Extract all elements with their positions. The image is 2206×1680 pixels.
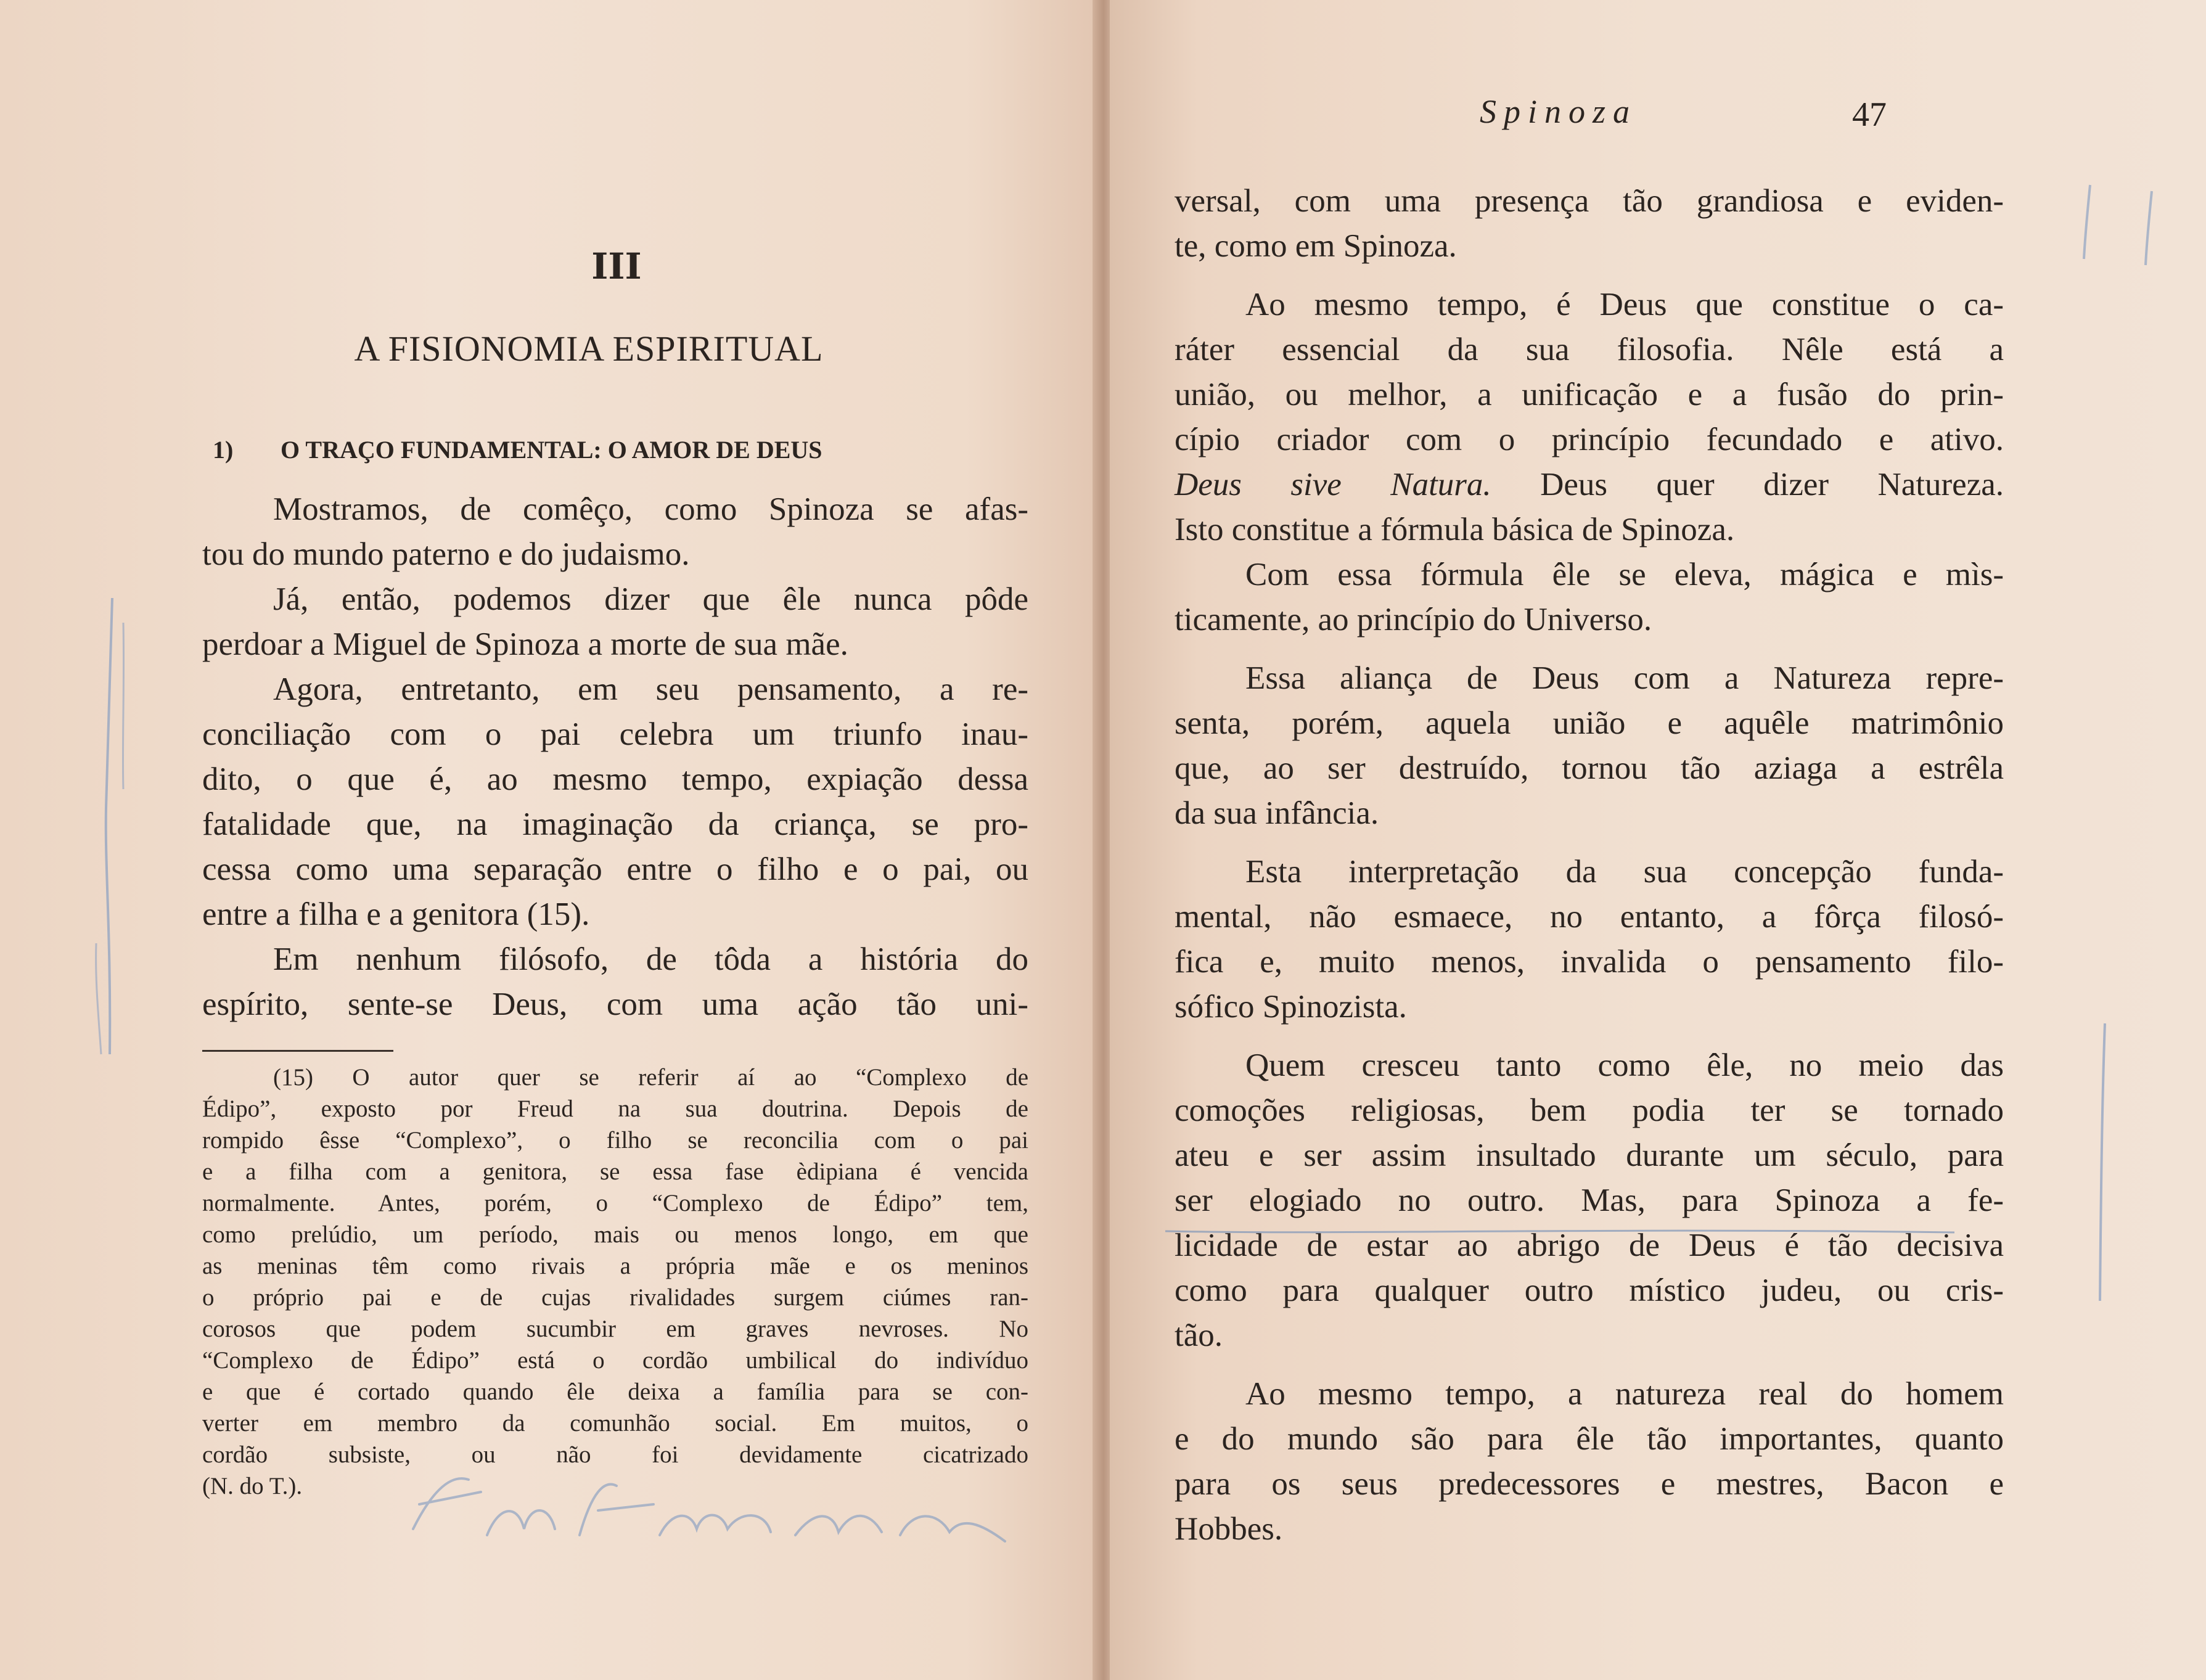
body-line: versal, com uma presença tão grandiosa e eviden- bbox=[1175, 183, 2004, 219]
body-line: fatalidade que, na imaginação da criança, se pro- bbox=[202, 806, 1028, 842]
body-line: comoções religiosas, bem podia ter se tornado bbox=[1175, 1092, 2004, 1128]
body-line: Ao mesmo tempo, é Deus que constitue o ca- bbox=[1245, 287, 2004, 322]
body-line: te, como em Spinoza. bbox=[1175, 228, 1457, 264]
right-body-text bbox=[1175, 179, 2004, 1552]
section-number: 1) bbox=[213, 436, 234, 464]
footnote-line: o próprio pai e de cujas rivalidades surgem ciúmes ran- bbox=[202, 1284, 1028, 1311]
footnote-line: verter em membro da comunhão social. Em muitos, o bbox=[202, 1410, 1028, 1436]
footnote-line: rompido êsse “Complexo”, o filho se reconcilia com o pai bbox=[202, 1127, 1028, 1153]
footnote-line: (15) O autor quer se referir aí ao “Complexo de bbox=[273, 1064, 1028, 1091]
body-line: Esta interpretação da sua concepção funda- bbox=[1245, 854, 2004, 890]
body-line: Hobbes. bbox=[1175, 1511, 1283, 1547]
body-line: licidade de estar ao abrigo de Deus é tão decisiva bbox=[1175, 1227, 2004, 1263]
body-line: ráter essencial da sua filosofia. Nêle está a bbox=[1175, 332, 2004, 367]
body-line: dito, o que é, ao mesmo tempo, expiação dessa bbox=[202, 761, 1028, 797]
body-line: e do mundo são para êle tão importantes, quanto bbox=[1175, 1421, 2004, 1457]
body-line: fica e, muito menos, invalida o pensamento filo- bbox=[1175, 944, 2004, 980]
pencil-margin-mark-icon bbox=[74, 586, 148, 1079]
body-line: da sua infância. bbox=[1175, 795, 1379, 831]
chapter-number: III bbox=[591, 245, 642, 287]
left-body-text bbox=[202, 487, 1028, 1027]
body-line: cessa como uma separação entre o filho e o pai, ou bbox=[202, 851, 1028, 887]
body-line: sófico Spinozista. bbox=[1175, 989, 1407, 1025]
body-line: cípio criador com o princípio fecundado e ativo. bbox=[1175, 422, 2004, 457]
footnote-line: as meninas têm como rivais a própria mãe e os meninos bbox=[202, 1253, 1028, 1279]
footnote-line: normalmente. Antes, porém, o “Complexo de Édipo” tem, bbox=[202, 1190, 1028, 1216]
right-page bbox=[1110, 0, 2206, 1680]
body-line: senta, porém, aquela união e aquêle matrimônio bbox=[1175, 705, 2004, 741]
body-line: ateu e ser assim insultado durante um século, para bbox=[1175, 1137, 2004, 1173]
chapter-title: A FISIONOMIA ESPIRITUAL bbox=[354, 329, 824, 369]
body-line: Agora, entretanto, em seu pensamento, a re- bbox=[273, 671, 1028, 707]
footnote-line: como prelúdio, um período, mais ou menos longo, em que bbox=[202, 1221, 1028, 1248]
footnote-line: Édipo”, exposto por Freud na sua doutrina. Depois de bbox=[202, 1096, 1028, 1122]
body-line: união, ou melhor, a unificação e a fusão do prin- bbox=[1175, 377, 2004, 412]
page-number: 47 bbox=[1852, 96, 1887, 134]
body-line: ser elogiado no outro. Mas, para Spinoza a fe- bbox=[1175, 1182, 2004, 1218]
pencil-margin-mark-icon bbox=[2059, 173, 2183, 271]
body-line: Isto constitue a fórmula básica de Spinoza. bbox=[1175, 512, 1735, 547]
footnote bbox=[202, 1062, 1028, 1502]
footnote-line: e que é cortado quando êle deixa a família para se con- bbox=[202, 1379, 1028, 1405]
footnote-line: “Complexo de Édipo” está o cordão umbilical do indivíduo bbox=[202, 1347, 1028, 1374]
body-line: entre a filha e a genitora (15). bbox=[202, 896, 590, 932]
body-line: Deus sive Natura. Deus quer dizer Natureza. bbox=[1175, 467, 2004, 502]
footnote-line: e a filha com a genitora, se essa fase èdipiana é vencida bbox=[202, 1158, 1028, 1185]
body-line: Ao mesmo tempo, a natureza real do homem bbox=[1245, 1376, 2004, 1412]
body-line: para os seus predecessores e mestres, Bacon e bbox=[1175, 1466, 2004, 1502]
body-line: como para qualquer outro místico judeu, ou cris- bbox=[1175, 1272, 2004, 1308]
body-line: conciliação com o pai celebra um triunfo inau- bbox=[202, 716, 1028, 752]
footnote-line: corosos que podem sucumbir em graves nevroses. No bbox=[202, 1316, 1028, 1342]
body-line: espírito, sente-se Deus, com uma ação tão uni- bbox=[202, 986, 1028, 1022]
body-line: Em nenhum filósofo, de tôda a história do bbox=[273, 941, 1028, 977]
pencil-margin-mark-icon bbox=[2078, 1017, 2127, 1313]
running-head: Spinoza bbox=[1480, 93, 1638, 130]
left-page bbox=[0, 0, 1097, 1680]
body-line: Com essa fórmula êle se eleva, mágica e mìs- bbox=[1245, 557, 2004, 592]
section-heading bbox=[213, 435, 1027, 464]
section-title: O TRAÇO FUNDAMENTAL: O AMOR DE DEUS bbox=[281, 436, 822, 464]
body-line: Mostramos, de comêço, como Spinoza se afas- bbox=[273, 491, 1028, 527]
body-line: tão. bbox=[1175, 1317, 1223, 1353]
footnote-line: cordão subsiste, ou não foi devidamente cicatrizado bbox=[202, 1441, 1028, 1468]
body-line: perdoar a Miguel de Spinoza a morte de sua mãe. bbox=[202, 626, 848, 662]
footnote-line: (N. do T.). bbox=[202, 1473, 303, 1499]
body-line: mental, não esmaece, no entanto, a fôrça filosó- bbox=[1175, 899, 2004, 935]
body-line: Já, então, podemos dizer que êle nunca pôde bbox=[273, 581, 1028, 617]
body-line: que, ao ser destruído, tornou tão aziaga a estrêla bbox=[1175, 750, 2004, 786]
footnote-rule bbox=[202, 1050, 393, 1052]
body-line: ticamente, ao princípio do Universo. bbox=[1175, 602, 1652, 637]
body-line: tou do mundo paterno e do judaismo. bbox=[202, 536, 690, 572]
body-line: Essa aliança de Deus com a Natureza repre- bbox=[1245, 660, 2004, 696]
body-line: Quem cresceu tanto como êle, no meio das bbox=[1245, 1047, 2004, 1083]
